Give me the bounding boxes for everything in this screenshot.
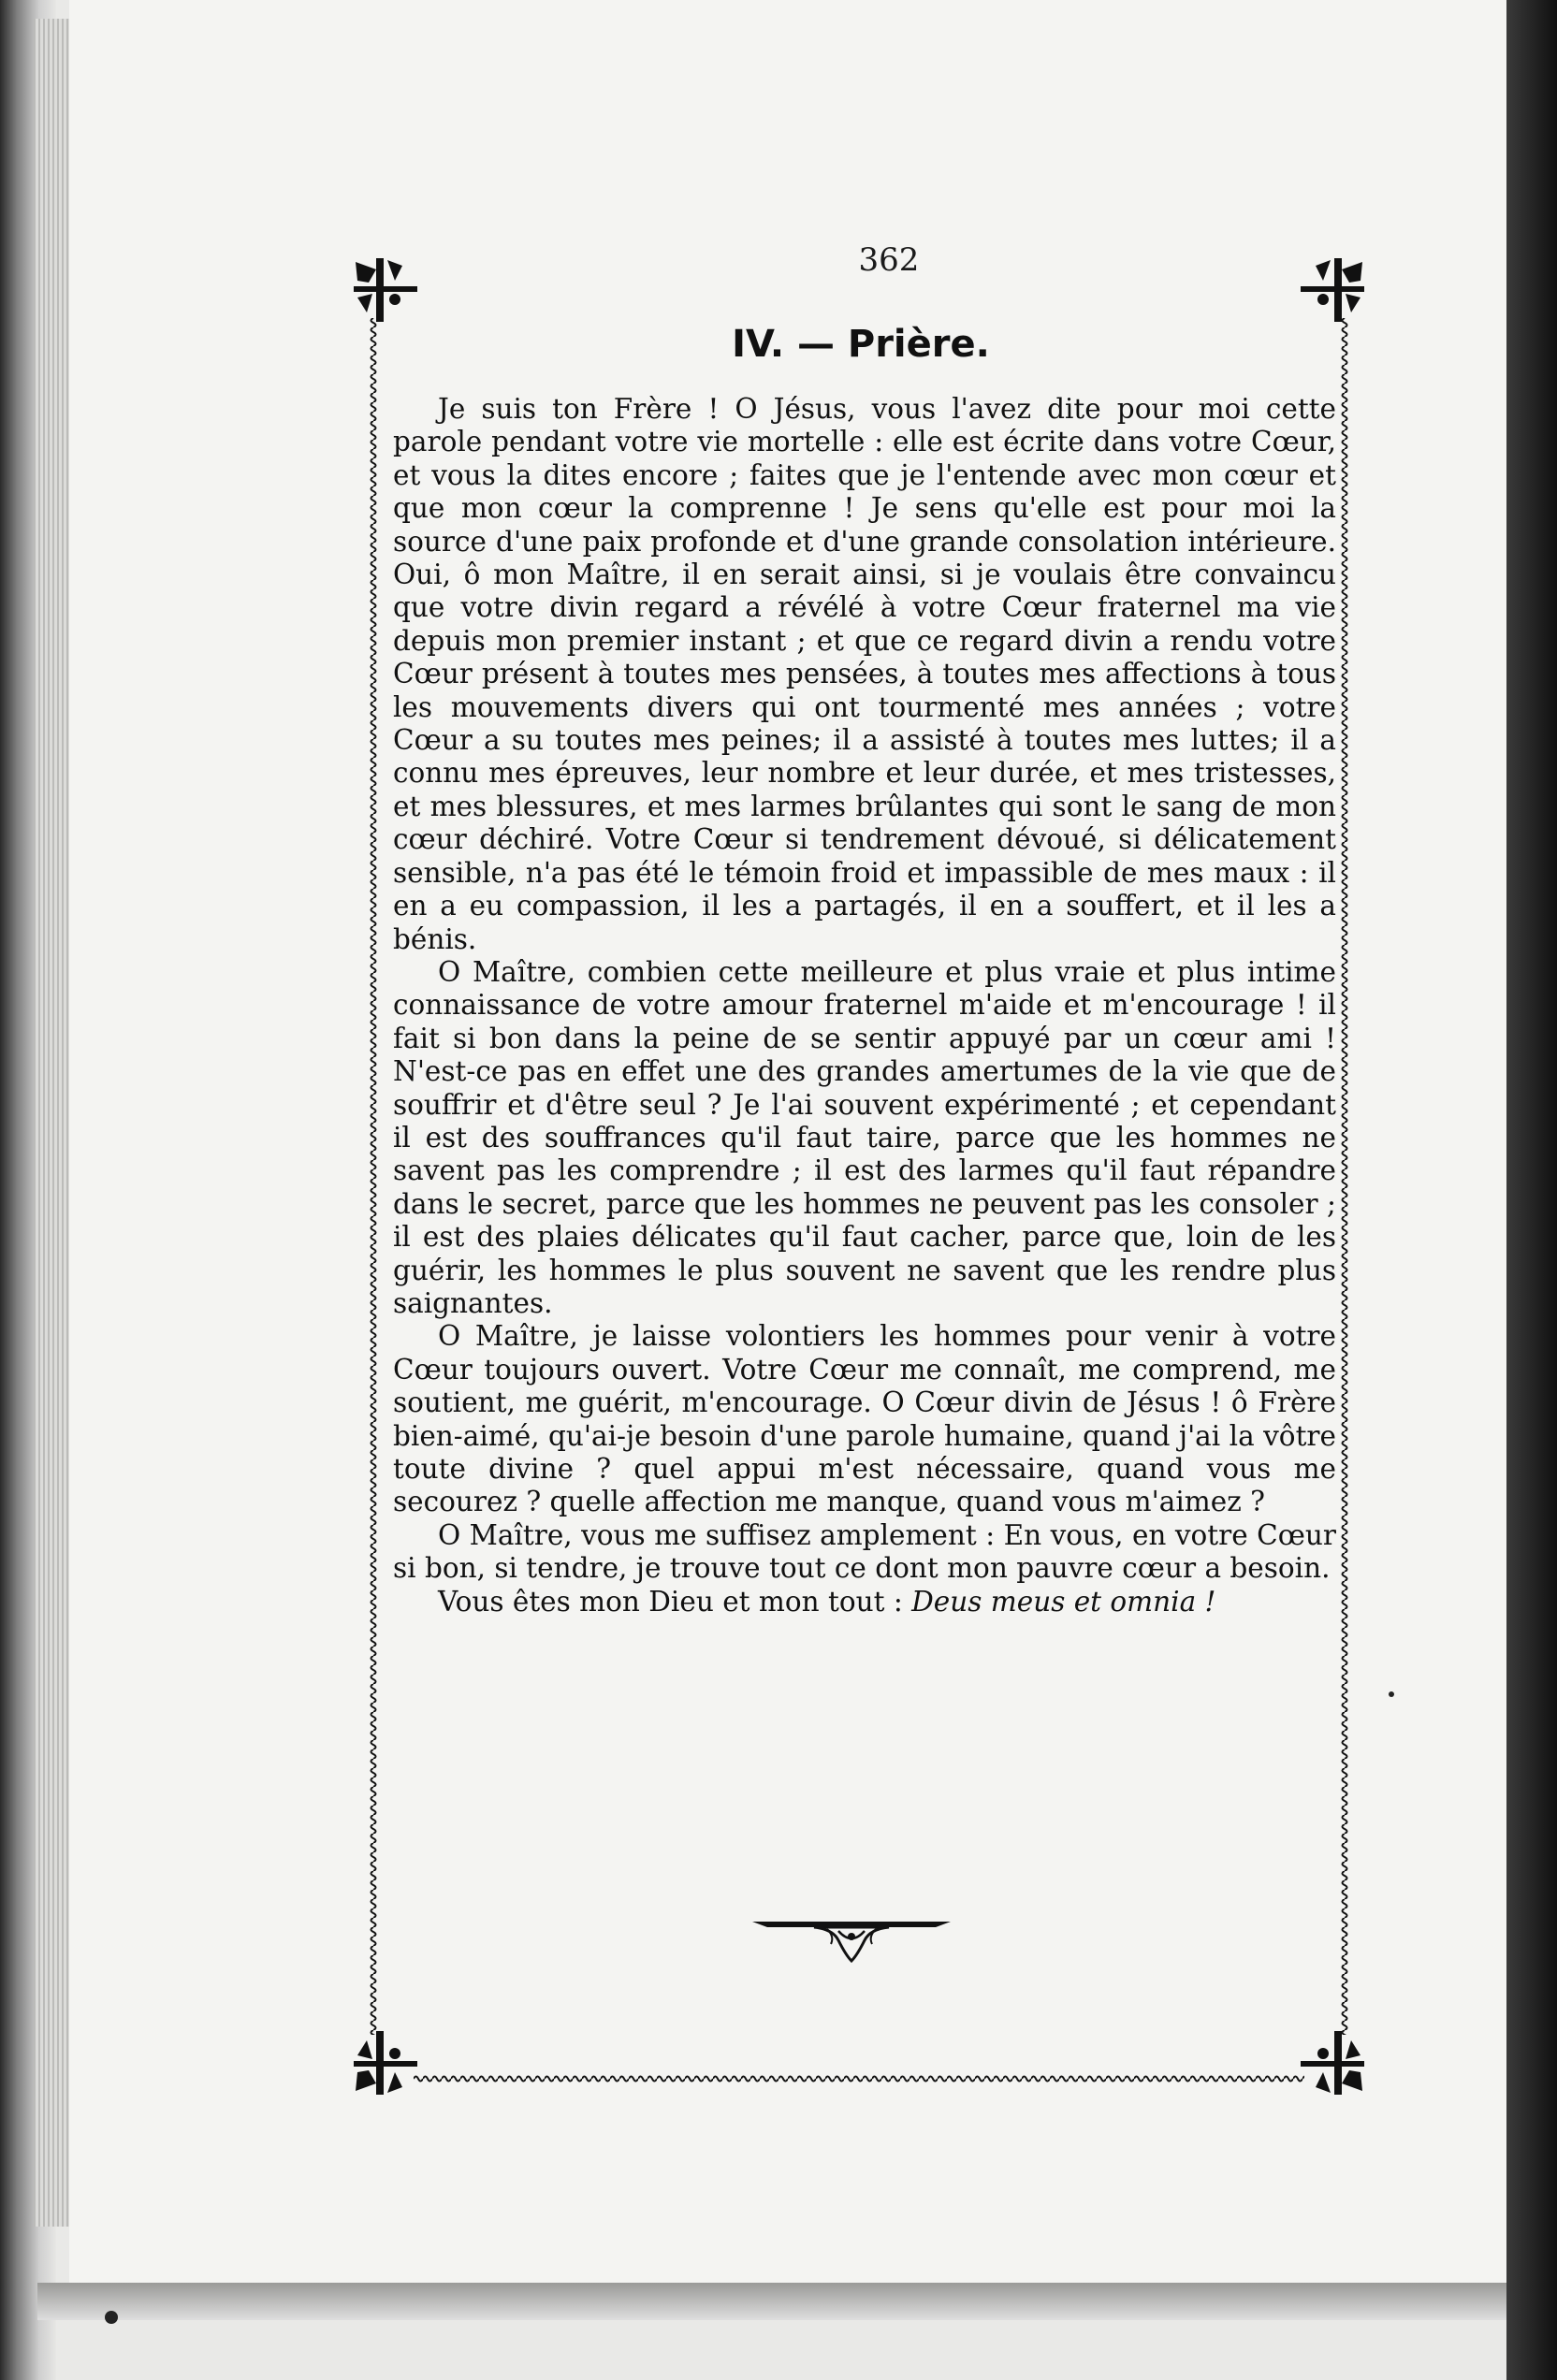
page-number: 362 — [858, 241, 920, 279]
paragraph: O Maître, combien cette meilleure et plus vraie et plus intime connaissance de votre amour fraternel m'aide et m'encourage ! il fait si bon dans la peine de se sentir appuyé par un cœur ami ! N'est-ce pas en effet une des grandes amertumes de la vie que de souffrir et d'être seul ? Je l'ai souvent expérimenté ; et cependant il est des souffrances qu'il faut taire, parce que les hommes ne savent pas les comprendre ; il est des larmes qu'il faut répandre dans le secret, parce que les hommes ne peuvent pas les consoler ; il est des plaies délicates qu'il faut cacher, parce que, loin de les guérir, les hommes le plus souvent ne savent que les rendre plus saignantes. — [393, 955, 1336, 1319]
paragraph: Je suis ton Frère ! O Jésus, vous l'avez dite pour moi cette parole pendant votre vie mortelle : elle est écrite dans votre Cœur, et vous la dites encore ; faites que je l'entende avec mon cœur et que mon cœur la comprenne ! Je sens qu'elle est pour moi la source d'une paix profonde et d'une grande consolation intérieure. Oui, ô mon Maître, il en serait ainsi, si je voulais être convaincu que votre divin regard a révélé à votre Cœur fraternel ma vie depuis mon premier instant ; et que ce regard divin a rendu votre Cœur présent à toutes mes pensées, à toutes mes affections à tous les mouvements divers qui ont tourmenté mes années ; votre Cœur a su toutes mes peines; il a assisté à toutes mes luttes; il a connu mes épreuves, leur nombre et leur durée, et mes tristesses, et mes blessures, et mes larmes brûlantes qui sont le sang de mon cœur déchiré. Votre Cœur si tendrement dévoué, si délicatement sensible, n'a pas été le témoin froid et impassible de mes maux : il en a eu compassion, il les a partagés, il en a souffert, et il les a bénis. — [393, 393, 1336, 955]
page-bottom-shadow — [37, 2283, 1535, 2320]
frame-right-border — [1338, 318, 1351, 2035]
corner-ornament-icon — [1295, 2025, 1370, 2100]
closing-latin: Deus meus et omnia ! — [911, 1585, 1216, 1618]
scanner-right-edge — [1506, 0, 1557, 2380]
frame-left-border — [367, 318, 380, 2035]
closing-line — [393, 1586, 1336, 1618]
ink-speck — [1389, 1691, 1394, 1697]
section-title: IV. — Prière. — [732, 323, 990, 366]
frame-bottom-border — [414, 2072, 1304, 2085]
corner-ornament-icon — [348, 2025, 423, 2100]
corner-ornament-icon — [348, 253, 423, 327]
paragraph: O Maître, vous me suffisez amplement : En vous, en votre Cœur si bon, si tendre, je trouve tout ce dont mon pauvre cœur a besoin. — [393, 1518, 1336, 1585]
book-page-edges — [34, 19, 73, 2227]
paragraph: O Maître, je laisse volontiers les hommes pour venir à votre Cœur toujours ouvert. Votre Cœur me connaît, me comprend, me soutient, me guérit, m'encourage. O Cœur divin de Jésus ! ô Frère bien-aimé, qu'ai-je besoin d'une parole humaine, quand j'ai la vôtre toute divine ? quel appui m'est nécessaire, quand vous me secourez ? quelle affection me manque, quand vous m'aimez ? — [393, 1320, 1336, 1518]
closing-text: Vous êtes mon Dieu et mon tout : — [438, 1585, 912, 1618]
prayer-text — [393, 393, 1336, 1618]
fleuron-ornament-icon — [749, 1908, 954, 1965]
frame-top-border — [414, 271, 1304, 284]
corner-ornament-icon — [1295, 253, 1370, 327]
ink-speck — [105, 2311, 118, 2324]
